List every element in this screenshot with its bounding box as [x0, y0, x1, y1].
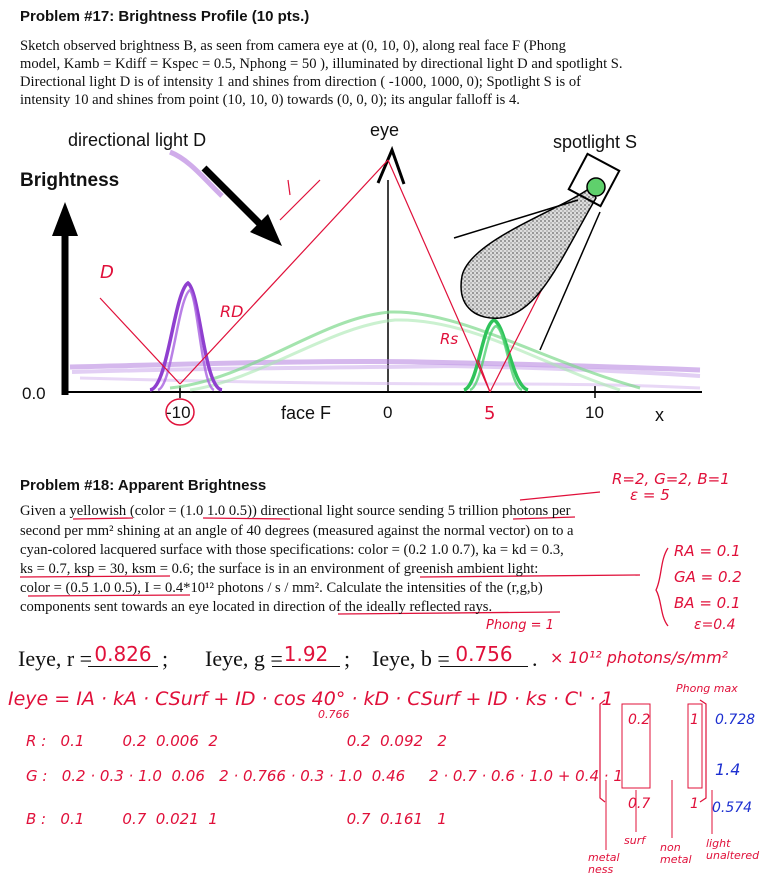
note-ba: BA = 0.1 [674, 594, 741, 612]
tick-label-10: 10 [585, 403, 604, 422]
ieye-r-label: Ieye, r = [18, 646, 93, 671]
ieye-b-answer: 0.756 [440, 642, 528, 667]
label-metalness: metal ness [588, 851, 620, 876]
result-g: 1.4 [715, 760, 741, 779]
hand-label-rd: RD [220, 302, 244, 321]
ieye-b-label: Ieye, b = [372, 646, 450, 671]
label-brightness: Brightness [20, 170, 120, 191]
problem-17-text-line-4: intensity 10 and shines from point (10, 10, 0) towards (0, 0, 0); its angular falloff is 4. [20, 92, 520, 108]
problem-18-title: Problem #18: Apparent Brightness [20, 477, 267, 494]
problem-17-text-line-1: Sketch observed brightness B, as seen from camera eye at (0, 10, 0), along real face F (Phong [20, 38, 566, 54]
row-r: R : 0.1 0.2 0.006 2 0.2 0.092 2 [26, 732, 447, 750]
spotlight-cone [461, 188, 596, 318]
tick-label-0: 0 [383, 403, 393, 422]
tick-label-5: 5 [484, 403, 496, 424]
col-surf-b: 0.7 [628, 796, 651, 812]
hand-label-rs: Rs [440, 330, 459, 348]
label-surf: surf [624, 834, 646, 847]
label-nonmetal: non metal [660, 841, 692, 866]
col-light-b: 1 [690, 796, 699, 812]
problem-18-text-line-2: second per mm² shining at an angle of 40 degrees (measured against the normal vector) on to a [20, 523, 574, 539]
directional-light-arrow [204, 168, 262, 226]
problem-18-text-line-4: ks = 0.7, ksp = 30, ksm = 0.6; the surface is in an environment of greenish ambient light: [20, 561, 539, 577]
ieye-g-answer: 1.92 [272, 642, 340, 667]
col-light-r: 1 [690, 712, 699, 728]
cos-value: 0.766 [318, 708, 350, 721]
problem-17-title: Problem #17: Brightness Profile (10 pts.) [20, 8, 310, 25]
problem-17-text-line-2: model, Kamb = Kdiff = Kspec = 0.5, Nphong = 50 ), illuminated by directional light D and spotlight S. [20, 56, 623, 72]
units-note: × 10¹² photons/s/mm² [550, 648, 729, 667]
problem-18-text-line-1: Given a yellowish (color = (1.0 1.0 0.5)) directional light source sending 5 trillion photons per [20, 503, 571, 519]
label-face-f: face F [281, 403, 332, 423]
label-spotlight: spotlight S [553, 132, 638, 152]
result-r: 0.728 [715, 712, 756, 728]
tick-label-m10: -10 [166, 403, 191, 422]
note-ga: GA = 0.2 [674, 568, 742, 586]
ieye-r-answer: 0.826 [88, 642, 158, 667]
result-b: 0.574 [712, 800, 753, 816]
row-g: G : 0.2 · 0.3 · 1.0 0.06 2 · 0.766 · 0.3 · 1.0 0.46 2 · 0.7 · 0.6 · 1.0 + 0.4 · 1 [26, 767, 623, 785]
note-phong-1: Phong = 1 [486, 618, 554, 633]
row-b: B : 0.1 0.7 0.021 1 0.7 0.161 1 [26, 810, 447, 828]
label-light-unaltered: light unaltered [706, 837, 760, 862]
phong-max-note: Phong max [676, 682, 738, 695]
problem-17-text-line-3: Directional light D is of intensity 1 and shines from direction ( -1000, 1000, 0); Spotlight S is of [20, 74, 581, 90]
col-surf-r: 0.2 [628, 712, 651, 728]
note-rgb-values: R=2, G=2, B=1 [612, 470, 730, 488]
label-eye: eye [370, 120, 400, 140]
spotlight-icon [587, 178, 605, 196]
problem-18-text-line-6: components sent towards an eye located in direction of the ideally reflected rays. [20, 599, 493, 615]
label-zero: 0.0 [22, 384, 46, 403]
note-epsilon-04: ε=0.4 [694, 617, 736, 633]
brightness-axis-arrow-icon [52, 202, 78, 236]
label-x-axis: x [655, 405, 664, 425]
label-directional-light: directional light D [68, 130, 207, 150]
hand-label-d: D [100, 262, 114, 283]
ieye-formula: Ieye = IA · kA · CSurf + ID · cos 40° · kD · CSurf + ID · ks · C' · 1 [8, 688, 614, 710]
ieye-g-label: Ieye, g = [205, 646, 283, 671]
problem-18-text-line-3: cyan-colored lacquered surface with those specifications: color = (0.2 1.0 0.7), ka = kd = 0.3, [20, 542, 564, 558]
problem-18-text-line-5: color = (0.5 1.0 0.5), I = 0.4*10¹² photons / s / mm². Calculate the intensities of the (r,g,b) [20, 580, 543, 596]
note-epsilon-5: ε = 5 [630, 486, 670, 504]
note-ra: RA = 0.1 [674, 542, 741, 560]
